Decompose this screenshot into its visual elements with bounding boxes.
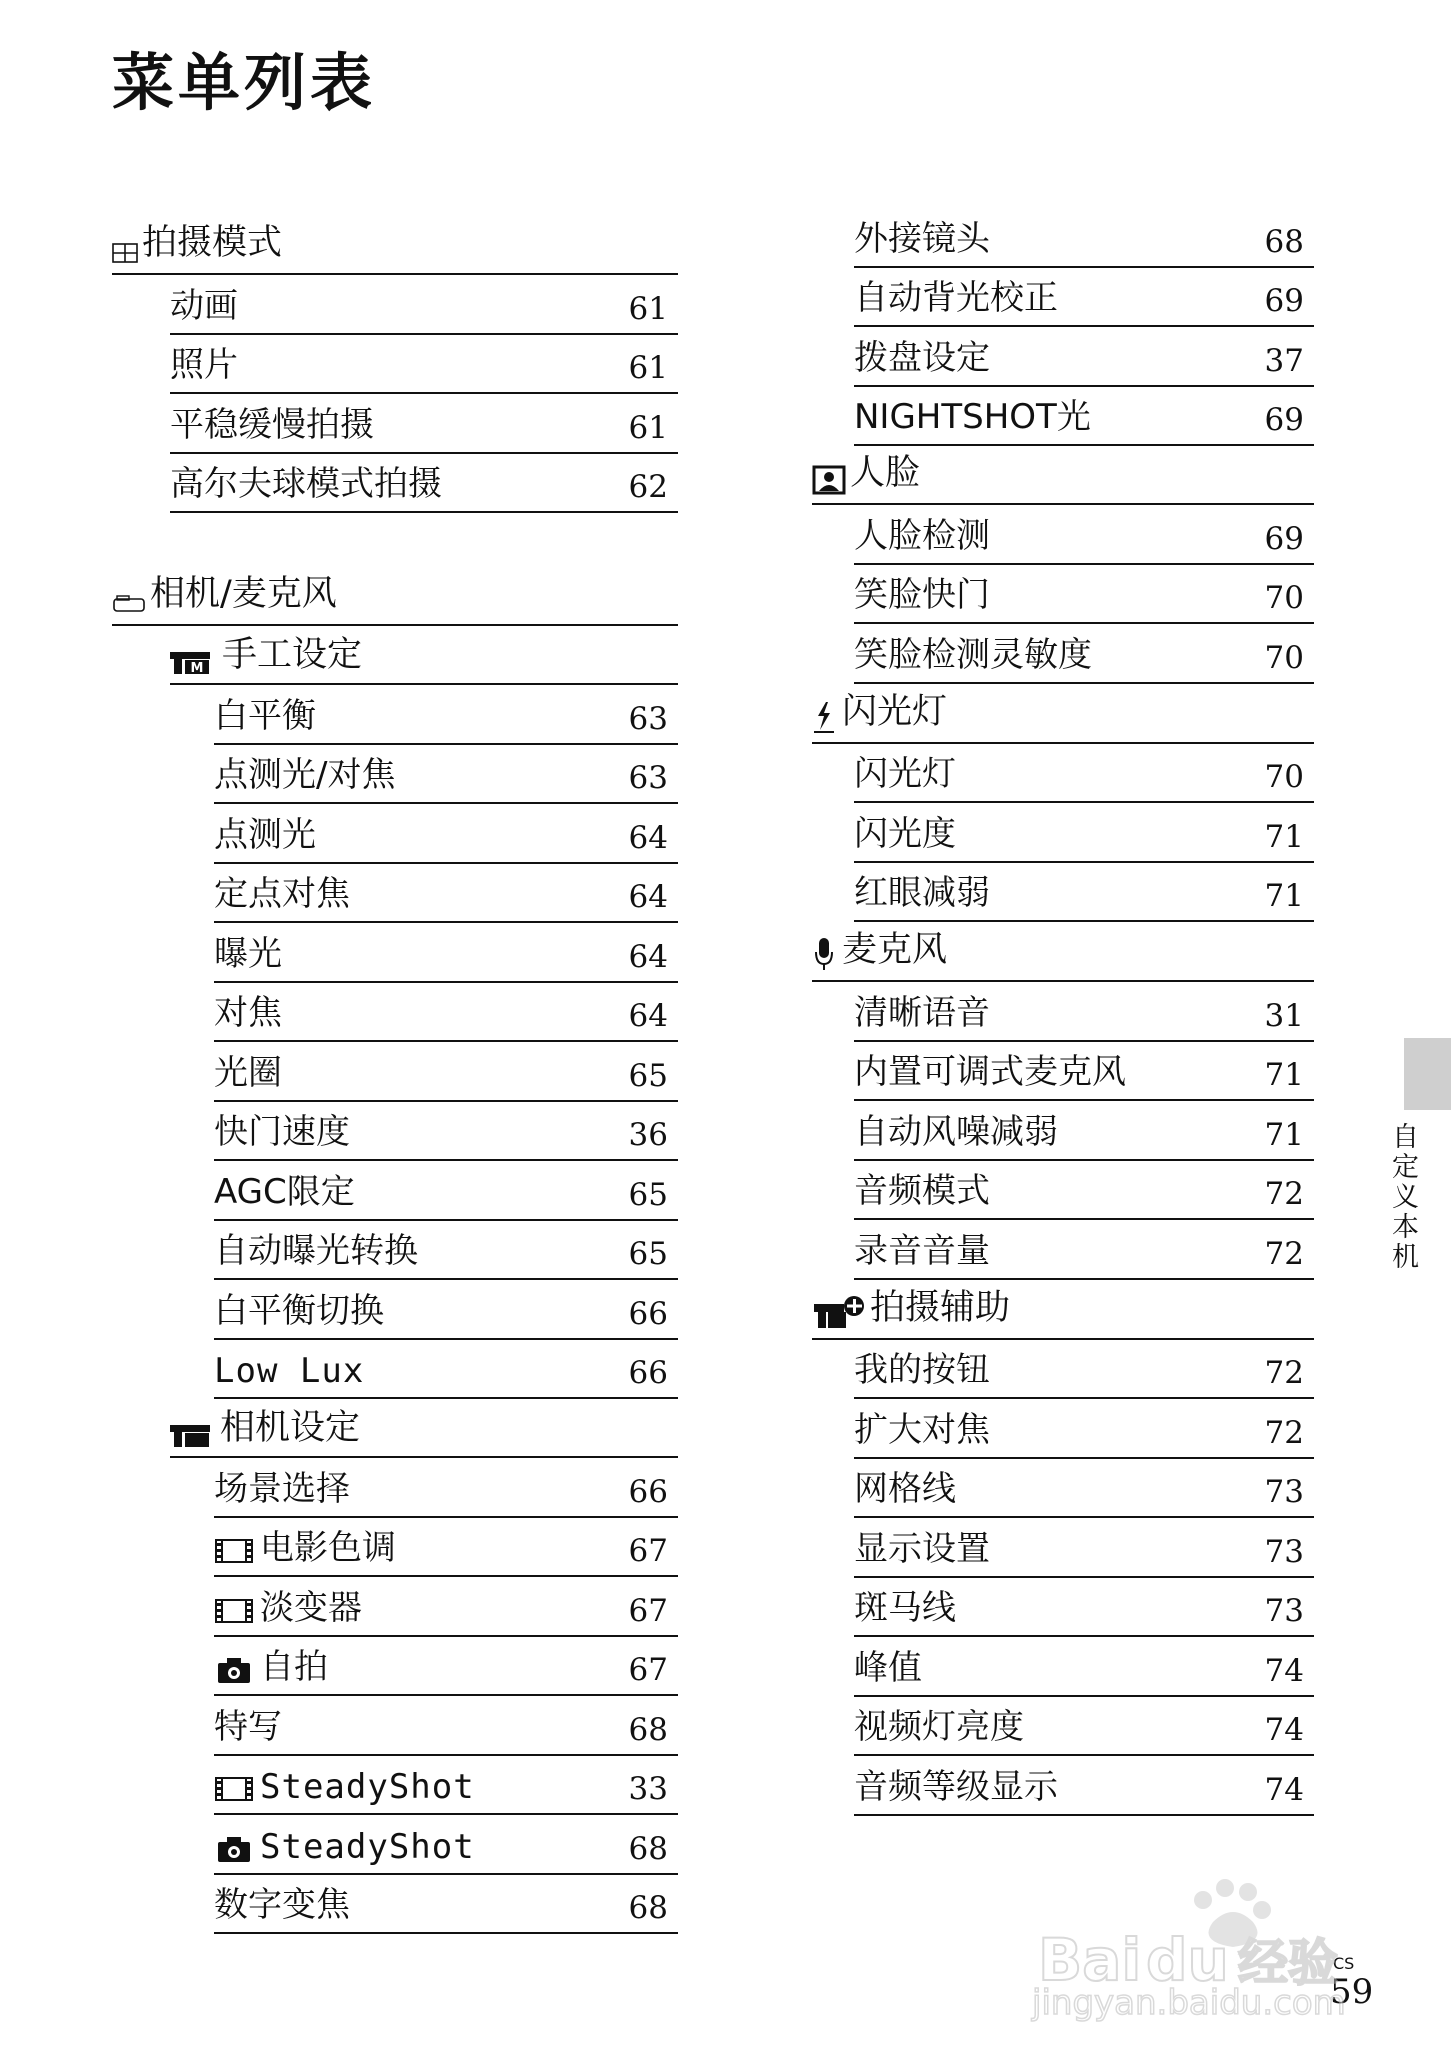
menu-item-label: 白平衡 — [214, 695, 316, 736]
menu-item — [854, 1161, 1314, 1221]
menu-item — [854, 863, 1314, 923]
menu-item-label: Low Lux — [214, 1351, 365, 1391]
menu-item-page: 63 — [628, 700, 668, 737]
menu-item — [170, 454, 678, 514]
menu-item-page: 62 — [628, 469, 668, 505]
camera-settings-icon — [170, 1425, 212, 1450]
menu-item-label-group — [854, 330, 990, 379]
menu-item-page: 68 — [1264, 223, 1304, 260]
menu-item-label-group — [214, 1164, 355, 1213]
menu-item-label-group — [854, 1580, 956, 1629]
flash-list — [812, 744, 1314, 923]
menu-item-page: 68 — [628, 1830, 668, 1867]
movie-icon — [214, 1596, 254, 1629]
menu-item-label-group — [214, 1639, 328, 1688]
menu-item — [214, 1696, 678, 1756]
menu-item-label: 场景选择 — [214, 1468, 350, 1509]
menu-item — [854, 1399, 1314, 1459]
menu-item-label: SteadyShot — [260, 1826, 475, 1867]
section-title: 相机/麦克风 — [150, 574, 337, 614]
section-assist — [812, 1280, 1314, 1340]
menu-item-label-group — [214, 1877, 350, 1926]
shooting-assist-icon — [812, 1294, 866, 1330]
microphone-icon — [812, 936, 838, 972]
menu-item-page: 64 — [628, 938, 668, 975]
menu-item-label: 斑马线 — [854, 1588, 956, 1628]
menu-item-label-group — [854, 1699, 1024, 1748]
menu-item — [214, 1161, 678, 1221]
menu-item-page: 64 — [628, 819, 668, 856]
section-title: 人脸 — [850, 453, 921, 493]
menu-item-label-group — [214, 1461, 350, 1510]
menu-item-label-group — [214, 1699, 282, 1748]
menu-item-label: 点测光/对焦 — [214, 755, 396, 795]
menu-item-label: 光圈 — [214, 1052, 282, 1093]
menu-item-label: 峰值 — [854, 1647, 922, 1688]
menu-item — [214, 745, 678, 805]
menu-item — [214, 1637, 678, 1697]
menu-item-label-group — [854, 1521, 990, 1570]
menu-item-page: 67 — [628, 1652, 668, 1688]
menu-item-label-group — [214, 1827, 475, 1867]
language-code: CS — [1333, 1954, 1355, 1973]
menu-item-label-group — [854, 985, 990, 1034]
face-list — [812, 505, 1314, 684]
right-column — [812, 208, 1314, 1816]
menu-item — [854, 803, 1314, 863]
menu-item-label: 特写 — [214, 1706, 282, 1747]
menu-item-page: 73 — [1264, 1593, 1304, 1629]
subsection-camera — [170, 1399, 678, 1458]
menu-item — [214, 1458, 678, 1518]
menu-item — [214, 1221, 678, 1281]
section-title: 麦克风 — [842, 930, 948, 970]
menu-item-label: 自动背光校正 — [854, 278, 1058, 318]
flash-icon — [812, 700, 838, 734]
menu-item-label: 内置可调式麦克风 — [854, 1052, 1126, 1092]
shooting-mode-icon — [112, 241, 138, 265]
menu-item-label-group — [170, 278, 238, 327]
menu-item — [854, 1340, 1314, 1400]
microphone-list — [812, 982, 1314, 1280]
menu-item-label: 动画 — [170, 285, 238, 326]
menu-item-label: 外接镜头 — [854, 218, 990, 259]
menu-item-label: SteadyShot — [260, 1767, 475, 1807]
menu-item — [214, 1518, 678, 1578]
menu-item-page: 71 — [1264, 1057, 1304, 1093]
menu-item-label-group — [214, 1580, 362, 1629]
menu-item-page: 61 — [628, 350, 668, 386]
menu-item-label: 定点对焦 — [214, 874, 350, 914]
menu-item-label-group — [214, 1283, 384, 1332]
menu-item — [854, 1042, 1314, 1102]
menu-item-label: 对焦 — [214, 993, 282, 1033]
menu-item-page: 68 — [628, 1890, 668, 1926]
menu-item-page: 61 — [628, 290, 668, 327]
menu-item-label-group — [854, 1104, 1058, 1153]
menu-item-page: 68 — [628, 1711, 668, 1748]
menu-item-page: 71 — [1264, 818, 1304, 855]
assist-list — [812, 1340, 1314, 1816]
menu-item-page: 74 — [1264, 1652, 1304, 1689]
menu-item — [854, 1756, 1314, 1816]
svg-text:jingyan.baidu.com: jingyan.baidu.com — [1032, 1983, 1346, 2022]
menu-item — [214, 804, 678, 864]
menu-item-label: 人脸检测 — [854, 515, 990, 556]
menu-item-page: 64 — [628, 998, 668, 1034]
menu-item-label: 自动风噪减弱 — [854, 1111, 1058, 1152]
menu-item-label: 自拍 — [260, 1647, 328, 1687]
menu-item-label: NIGHTSHOT光 — [854, 397, 1091, 437]
menu-item-page: 74 — [1264, 1771, 1304, 1808]
menu-item-label-group — [854, 211, 990, 260]
camera-cont-list — [812, 208, 1314, 446]
menu-item-page: 66 — [628, 1473, 668, 1510]
menu-item-label: 显示设置 — [854, 1528, 990, 1569]
menu-item-page: 69 — [1264, 402, 1304, 438]
menu-item — [854, 1220, 1314, 1280]
menu-item — [854, 505, 1314, 565]
menu-item — [854, 268, 1314, 328]
photo-icon — [214, 1655, 254, 1688]
page-title: 菜单列表 — [112, 46, 377, 119]
menu-item-page: 70 — [1264, 759, 1304, 795]
menu-item — [214, 1577, 678, 1637]
menu-item-page: 73 — [1264, 1474, 1304, 1510]
subsection-manual — [170, 626, 678, 685]
menu-item-label-group — [214, 688, 316, 737]
shooting-mode-list — [112, 275, 678, 513]
menu-item-label: 白平衡切换 — [214, 1290, 384, 1331]
menu-item-label-group — [854, 1640, 922, 1689]
section-camera-mic — [112, 559, 678, 626]
menu-item-label: 拨盘设定 — [854, 337, 990, 378]
menu-item-label: 扩大对焦 — [854, 1409, 990, 1450]
menu-item — [214, 685, 678, 745]
movie-icon — [214, 1774, 254, 1807]
menu-item-page: 33 — [628, 1771, 668, 1807]
menu-item — [214, 983, 678, 1043]
camera-mic-icon — [112, 592, 146, 616]
menu-item — [214, 1102, 678, 1162]
menu-item-label: 高尔夫球模式拍摄 — [170, 464, 442, 504]
menu-item — [170, 335, 678, 395]
menu-item-label: 网格线 — [854, 1469, 956, 1509]
menu-item — [214, 1756, 678, 1816]
menu-item-label: 录音音量 — [854, 1230, 990, 1271]
menu-item — [170, 275, 678, 335]
menu-item-page: 66 — [628, 1355, 668, 1391]
menu-item — [854, 1518, 1314, 1578]
menu-item — [854, 565, 1314, 625]
menu-item-label: 点测光 — [214, 814, 316, 855]
menu-item-page: 65 — [628, 1057, 668, 1094]
menu-item-label-group — [854, 746, 956, 795]
svg-text:Bai: Bai — [1038, 1926, 1142, 1994]
menu-item-label-group — [214, 1104, 350, 1153]
menu-item-page: 74 — [1264, 1712, 1304, 1748]
menu-item-label: 快门速度 — [214, 1112, 350, 1152]
menu-item-page: 70 — [1264, 639, 1304, 676]
menu-item — [214, 1815, 678, 1875]
menu-item — [854, 327, 1314, 387]
menu-item — [854, 624, 1314, 684]
menu-item-label: 电影色调 — [260, 1528, 396, 1568]
menu-item-label-group — [214, 985, 282, 1034]
menu-item-page: 70 — [1264, 580, 1304, 616]
section-shooting-mode — [112, 208, 678, 275]
menu-item — [214, 1042, 678, 1102]
side-tab-label: 自定义本机 — [1387, 1122, 1418, 1272]
menu-item-label-group — [170, 456, 442, 505]
menu-item-page: 67 — [628, 1592, 668, 1629]
menu-item-label-group — [854, 1223, 990, 1272]
photo-icon — [214, 1834, 254, 1867]
subsection-title: 相机设定 — [220, 1408, 361, 1448]
menu-item-label-group — [214, 747, 395, 796]
menu-item-page: 65 — [628, 1236, 668, 1272]
menu-item-label-group — [170, 397, 374, 446]
menu-item-page: 69 — [1264, 520, 1304, 557]
menu-item-page: 67 — [628, 1533, 668, 1569]
menu-item-label: 平稳缓慢拍摄 — [170, 404, 374, 445]
left-column — [112, 208, 678, 1934]
menu-item-page: 71 — [1264, 878, 1304, 914]
menu-item — [214, 923, 678, 983]
menu-item-label-group — [170, 337, 238, 386]
menu-item-label-group — [854, 1342, 990, 1391]
menu-item-label-group — [854, 1461, 956, 1510]
baidu-jingyan-watermark — [1028, 1862, 1368, 2022]
menu-item-label: 曝光 — [214, 933, 282, 974]
menu-item-page: 65 — [628, 1176, 668, 1213]
camera-list — [112, 1458, 678, 1934]
menu-item-label-group — [854, 627, 1092, 676]
menu-item-label-group — [854, 1759, 1058, 1808]
menu-item-label: 音频等级显示 — [854, 1766, 1058, 1807]
menu-item-label: 闪光度 — [854, 813, 956, 854]
menu-item — [854, 1101, 1314, 1161]
menu-item — [214, 864, 678, 924]
menu-item-label: 笑脸检测灵敏度 — [854, 634, 1092, 675]
menu-item-label-group — [854, 1044, 1126, 1093]
menu-item-label: 淡变器 — [260, 1587, 362, 1628]
menu-item-label: 闪光灯 — [854, 754, 956, 794]
menu-item-label-group — [854, 508, 990, 557]
menu-item-label-group — [214, 1767, 475, 1807]
menu-item-page: 72 — [1264, 1176, 1304, 1212]
menu-item-page: 64 — [628, 879, 668, 915]
menu-item-label-group — [214, 1520, 396, 1569]
menu-item — [854, 744, 1314, 804]
section-title: 闪光灯 — [842, 691, 948, 732]
menu-item-label: 自动曝光转换 — [214, 1231, 418, 1271]
menu-item — [854, 1637, 1314, 1697]
section-face — [812, 446, 1314, 505]
page-number: 59 — [1330, 1972, 1374, 2012]
menu-item-label-group — [854, 567, 990, 616]
section-title: 拍摄模式 — [142, 223, 283, 263]
menu-item-page: 61 — [628, 409, 668, 446]
menu-item-label-group — [214, 807, 316, 856]
menu-item-page: 72 — [1264, 1235, 1304, 1272]
menu-item-label-group — [214, 926, 282, 975]
menu-item-label-group — [854, 389, 1091, 438]
manual-list — [112, 685, 678, 1399]
menu-item-label-group — [214, 1223, 418, 1272]
menu-item — [854, 1697, 1314, 1757]
svg-text:M: M — [190, 661, 204, 674]
section-flash — [812, 684, 1314, 744]
menu-item — [214, 1280, 678, 1340]
menu-item-label-group — [214, 1351, 364, 1391]
menu-item-label-group — [854, 865, 990, 914]
side-tab — [1404, 1038, 1451, 1110]
menu-item-page: 37 — [1264, 342, 1304, 379]
menu-item-label-group — [854, 270, 1058, 319]
menu-item — [214, 1340, 678, 1400]
menu-item — [854, 387, 1314, 447]
subsection-title: 手工设定 — [222, 635, 363, 675]
menu-item-label-group — [854, 1402, 990, 1451]
menu-item — [854, 1578, 1314, 1638]
menu-item-page: 71 — [1264, 1116, 1304, 1153]
menu-item — [854, 208, 1314, 268]
menu-item-page: 69 — [1264, 283, 1304, 319]
menu-item-label: 视频灯亮度 — [854, 1707, 1024, 1747]
menu-item-page: 36 — [628, 1117, 668, 1153]
face-icon — [812, 465, 846, 495]
menu-item-page: 31 — [1264, 997, 1304, 1034]
svg-text:经验: 经验 — [1238, 1934, 1338, 1992]
menu-item-label: 音频模式 — [854, 1171, 990, 1211]
menu-item-label: AGC限定 — [214, 1171, 355, 1212]
menu-item-label: 照片 — [170, 345, 238, 385]
menu-item — [170, 394, 678, 454]
menu-item-label-group — [214, 866, 350, 915]
menu-item-label: 清晰语音 — [854, 992, 990, 1033]
menu-item-label: 我的按钮 — [854, 1350, 990, 1390]
menu-item — [854, 1459, 1314, 1519]
menu-item — [854, 982, 1314, 1042]
manual-settings-icon — [170, 652, 214, 677]
menu-item-label: 笑脸快门 — [854, 575, 990, 615]
menu-item-label-group — [214, 1045, 282, 1094]
menu-item-label-group — [854, 1163, 990, 1212]
menu-item-label-group — [854, 806, 956, 855]
section-microphone — [812, 922, 1314, 982]
menu-item-page: 72 — [1264, 1414, 1304, 1451]
svg-text:du: du — [1146, 1926, 1229, 1994]
menu-item-label: 红眼减弱 — [854, 873, 990, 913]
menu-item-page: 72 — [1264, 1355, 1304, 1391]
movie-icon — [214, 1536, 254, 1569]
menu-item-page: 66 — [628, 1295, 668, 1332]
menu-item — [214, 1875, 678, 1935]
menu-item-page: 63 — [628, 760, 668, 796]
menu-item-page: 73 — [1264, 1533, 1304, 1570]
section-title: 拍摄辅助 — [870, 1287, 1011, 1328]
menu-item-label: 数字变焦 — [214, 1885, 350, 1925]
